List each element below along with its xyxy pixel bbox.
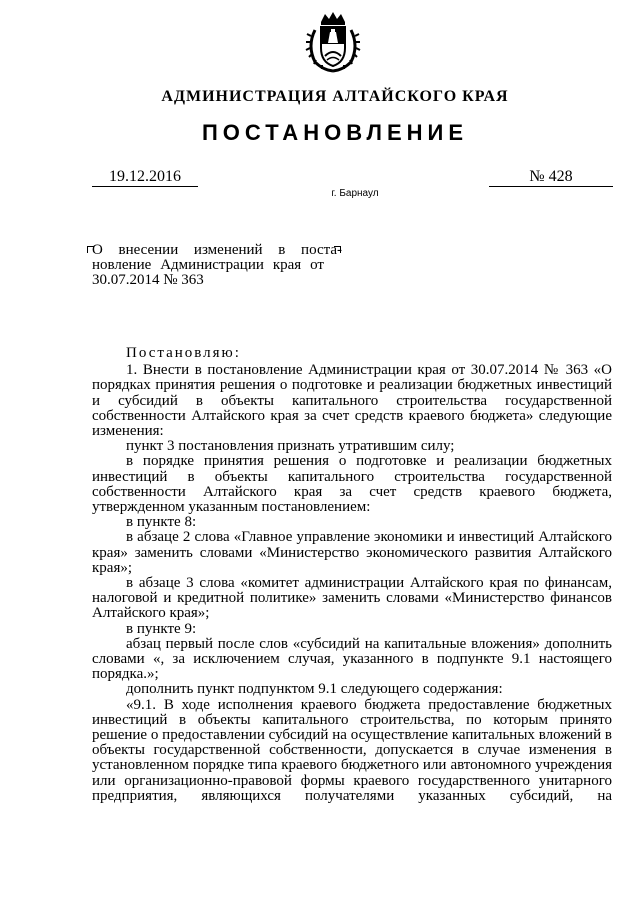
body-paragraph: 1. Внести в постановление Администрации края от 30.07.2014 № 363 «О порядках принятия решения о подготовке и реализации бюджетных инвестиций и субсидий в объекты капитального строительства государственной собственности Алтайского края за счет средств краевого бюджета» следующие изменения: bbox=[92, 362, 612, 440]
body-paragraph: пункт 3 постановления признать утратившим силу; bbox=[126, 438, 455, 455]
decree-word: Постановляю: bbox=[126, 345, 241, 361]
body-paragraph: в порядке принятия решения о подготовке и реализации бюджетных инвестиций в объекты капитального строительства государственной собственности Алтайского края за счет средств краевого бюджета, утвержденном указанным постановлением: bbox=[92, 453, 612, 516]
document-body bbox=[92, 346, 612, 804]
document-city: г. Барнаул bbox=[331, 188, 379, 199]
subject-line: 30.07.2014 № 363 bbox=[92, 272, 204, 288]
body-paragraph: абзац первый после слов «субсидий на капитальные вложения» дополнить словами «, за исключением случая, указанного в подпункте 9.1 настоящего порядка.»; bbox=[92, 635, 612, 683]
body-paragraph: в пункте 8: bbox=[126, 514, 197, 531]
document-type: ПОСТАНОВЛЕНИЕ bbox=[201, 120, 469, 145]
body-paragraph: дополнить пункт подпунктом 9.1 следующего содержания: bbox=[126, 681, 503, 698]
organization-title: АДМИНИСТРАЦИЯ АЛТАЙСКОГО КРАЯ bbox=[161, 88, 509, 105]
body-paragraph: в пункте 9: bbox=[126, 620, 197, 637]
body-paragraph: в абзаце 2 слова «Главное управление экономики и инвестиций Алтайского края» заменить словами «Министерство экономического развития Алтайского края»; bbox=[92, 529, 612, 576]
body-paragraph: «9.1. В ходе исполнения краевого бюджета предоставление бюджетных инвестиций в объекты капитального строительства, по которым принято решение о предоставлении субсидий на осуществление капитальных вложений в объекты государственной собственности, допускается в случае изменения в установленном порядке типа краевого бюджетного или автономного учреждения или организационно-правовой формы краевого государственного унитарного предприятия, являющихся получателями указанных субсидий, на bbox=[92, 696, 612, 804]
coat-of-arms-icon bbox=[303, 10, 363, 74]
document-date: 19.12.2016 bbox=[92, 168, 198, 187]
body-paragraph: в абзаце 3 слова «комитет администрации Алтайского края по финансам, налоговой и кредитной политике» заменить словами «Министерство финансов Алтайского края»; bbox=[92, 575, 612, 622]
document-number: № 428 bbox=[489, 168, 613, 187]
document-subject bbox=[92, 243, 342, 288]
subject-line: новление Администрации края от bbox=[92, 257, 324, 273]
subject-line: О внесении изменений в поста- bbox=[92, 242, 342, 258]
